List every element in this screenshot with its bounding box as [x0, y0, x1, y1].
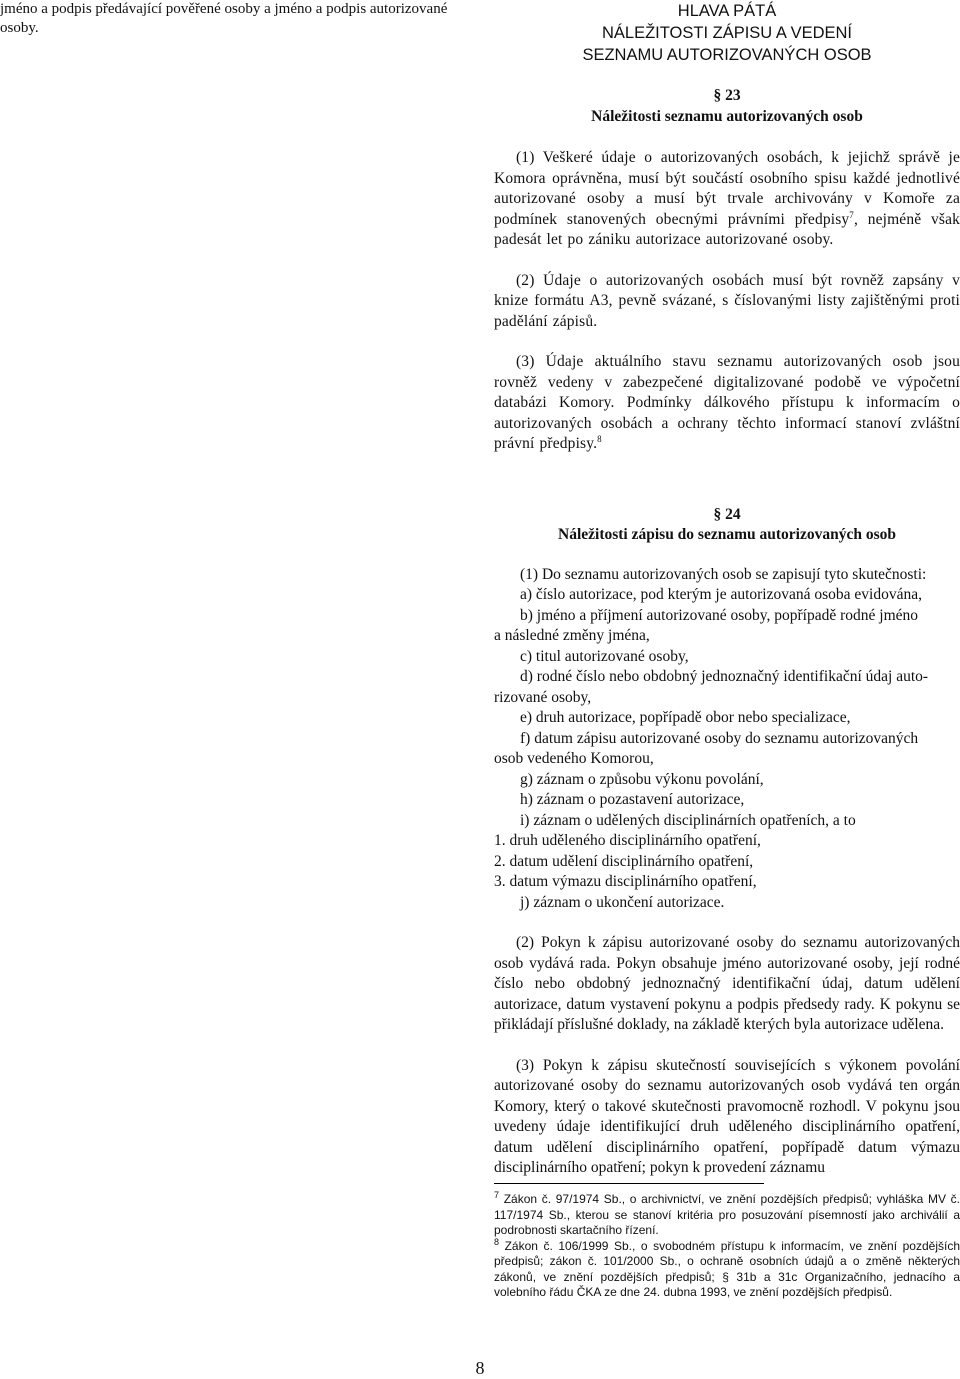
section-24-list-line: rizované osoby, — [494, 688, 592, 706]
section-23-heading — [494, 86, 960, 127]
section-24-para-2: (2) Pokyn k zápisu autorizované osoby do seznamu autorizovaných osob vydává rada. Pokyn obsahuje jméno autorizované osoby, její rodné číslo nebo obdobný jednoznačný identifikační údaj, datum udělení autorizace, datum vystavení pokynu a podpis předsedy rady. K pokynu se přikládají příslušné doklady, na základě kterých byla autorizace udělena. — [494, 934, 960, 1033]
footnotes — [494, 1192, 960, 1301]
section-24-list-line: e) druh autorizace, popřípadě obor nebo specializace, — [520, 709, 851, 726]
chapter-line-2: NÁLEŽITOSTI ZÁPISU A VEDENÍ — [601, 24, 852, 42]
section-24-list-line: osob vedeného Komorou, — [494, 750, 654, 767]
chapter-heading — [494, 0, 960, 66]
footnote-divider — [494, 1183, 764, 1184]
section-24-list-line: a) číslo autorizace, pod kterým je autorizovaná osoba evidována, — [520, 586, 922, 603]
section-24-list-line: f) datum zápisu autorizované osoby do seznamu autorizovaných — [520, 729, 919, 747]
section-24-title: Náležitosti zápisu do seznamu autorizovaných osob — [558, 526, 896, 543]
section-24-list-line: i) záznam o udělených disciplinárních opatřeních, a to — [520, 811, 856, 829]
footnote-7: $^7$ Zákon č. 97/1974 Sb., o archivnictví, ve znění pozdějších předpisů; vyhláška MV č. 117/1974 Sb., kterou se stanoví kritéria pro posuzování písemností jako archiválií a podrobnosti skartačního řízení. — [494, 1190, 960, 1237]
section-24-para-3: (3) Pokyn k zápisu skutečností souvisejících s výkonem povolání autorizované osoby do seznamu autorizovaných osob vydává ten orgán Komory, který o takové skutečnosti pravomocně rozhodl. V pokynu jsou uvedeny údaje identifikující druh uděleného disciplinárního opatření, datum udělení disciplinárního opatření, popřípadě datum výmazu disciplinárního opatření; pokyn k provedení záznamu — [494, 1056, 960, 1176]
section-23-para-1: (1) Veškeré údaje o autorizovaných osobách, k jejichž správě je Komora oprávněna, musí být součástí osobního spisu každé jednotlivé autorizované osoby a musí být trvale archivovány v Komoře za podmínek stanovených obecnými právními předpisy$^7$, nejméně však padesát let po zániku autorizace autorizované osoby. — [494, 149, 960, 248]
left-column — [0, 0, 470, 38]
page-number: 8 — [475, 1358, 485, 1378]
section-24-list-line: d) rodné číslo nebo obdobný jednoznačný identifikační údaj auto- — [520, 668, 929, 685]
section-24-number: § 24 — [713, 505, 741, 523]
right-column — [494, 0, 960, 1179]
section-24-list — [494, 565, 960, 914]
section-24-list-line: 3. datum výmazu disciplinárního opatření, — [494, 873, 757, 890]
section-24-list-line: (1) Do seznamu autorizovaných osob se zapisují tyto skutečnosti: — [520, 565, 927, 583]
section-24-list-line: h) záznam o pozastavení autorizace, — [520, 791, 745, 808]
section-23-para-3: (3) Údaje aktuálního stavu seznamu autorizovaných osob jsou rovněž vedeny v zabezpečené digitalizované podobě ve výpočetní databázi Komory. Podmínky dálkového přístupu k informacím o autorizovaných osobách a ochrany těchto informací stanoví zvláštní právní předpisy.$^8$ — [494, 353, 960, 452]
section-23-para-2: (2) Údaje o autorizovaných osobách musí být rovněž zapsány v knize formátu A3, pevně svázané, s číslovanými listy zajištěnými proti padělání zápisů. — [494, 271, 960, 330]
section-24-list-line: j) záznam o ukončení autorizace. — [520, 893, 725, 911]
footnote-8: $^8$ Zákon č. 106/1999 Sb., o svobodném přístupu k informacím, ve znění pozdějších předpisů; zákon č. 101/2000 Sb., o ochraně osobních údajů a o změně některých zákonů, ve znění pozdějších předpisů; § 31b a 31c Organizačního, jednacího a volebního řádu ČKA ze dne 24. dubna 1993, ve znění pozdějších předpisů. — [494, 1236, 960, 1299]
section-24-list-line: b) jméno a příjmení autorizované osoby, popřípadě rodné jméno — [520, 606, 919, 624]
section-23-title: Náležitosti seznamu autorizovaných osob — [591, 107, 863, 125]
section-23-number: § 23 — [713, 87, 741, 104]
chapter-line-1: HLAVA PÁTÁ — [677, 2, 777, 20]
chapter-line-3: SEZNAMU AUTORIZOVANÝCH OSOB — [582, 46, 872, 64]
section-24-list-line: a následné změny jména, — [494, 627, 650, 644]
section-24-list-line: c) titul autorizované osoby, — [520, 647, 689, 665]
section-24-list-line: 1. druh uděleného disciplinárního opatření, — [494, 832, 761, 849]
left-column-text: jméno a podpis předávající pověřené osoby a jméno a podpis autorizované osoby. — [0, 1, 448, 36]
section-24-list-line: 2. datum udělení disciplinárního opatření, — [494, 852, 754, 870]
section-24-heading — [494, 505, 960, 546]
section-24-list-line: g) záznam o způsobu výkonu povolání, — [520, 770, 764, 788]
